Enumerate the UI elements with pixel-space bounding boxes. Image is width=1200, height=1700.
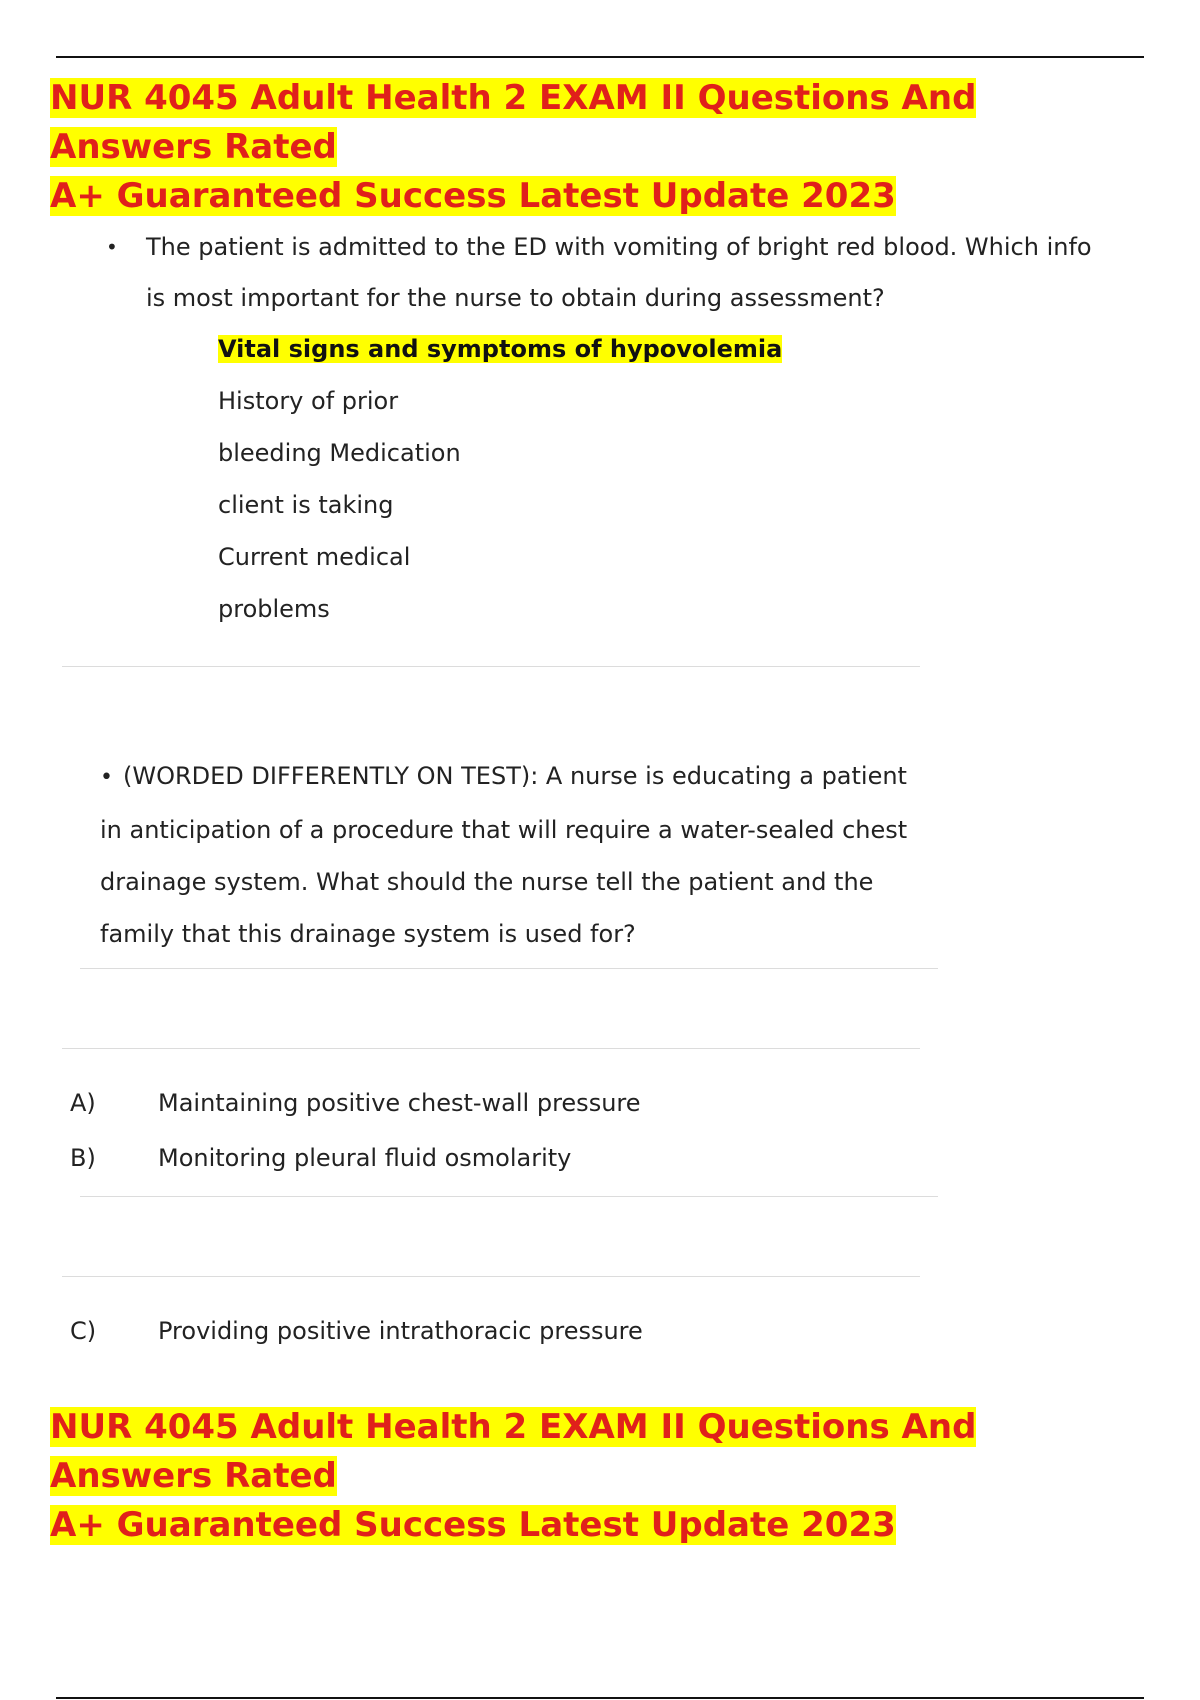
option-b (70, 1141, 571, 1175)
option-letter: A) (70, 1089, 96, 1117)
bottom-rule (56, 1697, 1144, 1699)
separator-line (80, 968, 938, 969)
separator-line (62, 1276, 920, 1277)
option-text: Providing positive intrathoracic pressure (158, 1317, 643, 1345)
option-c (70, 1314, 643, 1348)
answer-line: History of prior (218, 387, 399, 415)
option-letter: C) (70, 1317, 97, 1345)
question-1-answers (218, 323, 782, 635)
question-1 (106, 222, 1106, 324)
option-a (70, 1086, 641, 1120)
option-text: Maintaining positive chest-wall pressure (158, 1089, 641, 1117)
footer-title-line-1: NUR 4045 Adult Health 2 EXAM II Questions And Answers Rated (50, 1407, 977, 1496)
answer-line: Current medical (218, 543, 411, 571)
separator-line (62, 1048, 920, 1049)
option-letter: B) (70, 1144, 96, 1172)
answer-line: client is taking (218, 491, 394, 519)
question-2-text: (WORDED DIFFERENTLY ON TEST): A nurse is educating a patient in anticipation of a procedure that will require a water-sealed chest drainage system. What should the nurse tell the patient and the family that this drainage system is used for? (100, 762, 908, 948)
separator-line (62, 666, 920, 667)
question-1-text: The patient is admitted to the ED with vomiting of bright red blood. Which info is most important for the nurse to obtain during assessment? (146, 233, 1092, 312)
bullet-icon: • (106, 235, 118, 259)
answer-line: problems (218, 595, 330, 623)
title-line-2: A+ Guaranteed Success Latest Update 2023 (50, 176, 896, 216)
highlighted-answer: Vital signs and symptoms of hypovolemia (218, 335, 783, 363)
bullet-icon: • (100, 765, 113, 790)
title-line-1: NUR 4045 Adult Health 2 EXAM II Questions And Answers Rated (50, 78, 977, 167)
footer-title (50, 1403, 1150, 1550)
question-2 (100, 750, 930, 960)
footer-title-line-2: A+ Guaranteed Success Latest Update 2023 (50, 1505, 896, 1545)
option-text: Monitoring pleural fluid osmolarity (158, 1144, 572, 1172)
separator-line (80, 1196, 938, 1197)
answer-line: bleeding Medication (218, 439, 461, 467)
top-rule (56, 56, 1144, 58)
document-title (50, 74, 1150, 221)
